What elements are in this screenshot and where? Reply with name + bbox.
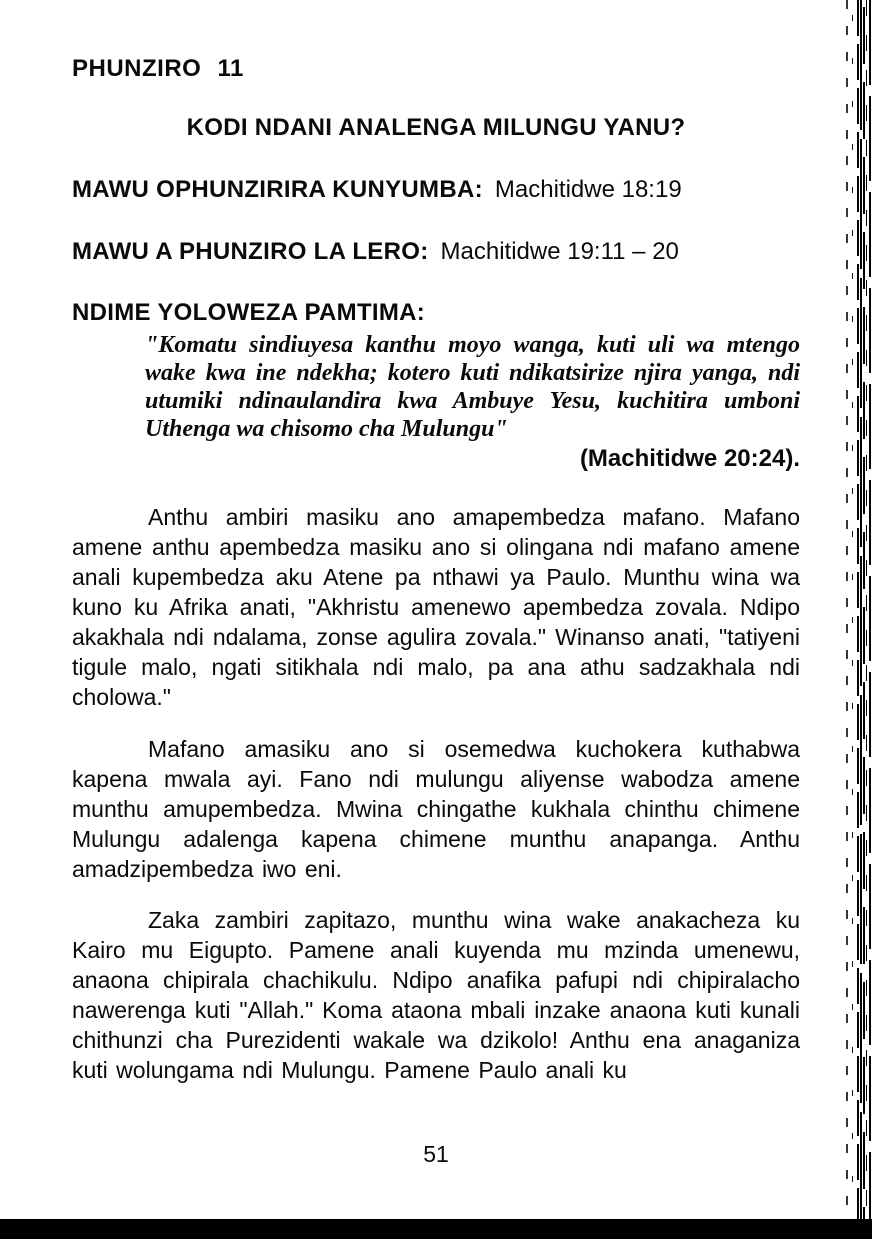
memory-verse-quote: "Komatu sindiuyesa kanthu moyo wanga, kuti uli wa mtengo wake kwa ine ndekha; kotero kuti ndikatsirize njira yanga, ndi utumiki ndinaulandira kwa Ambuye Yesu, kuchitira umboni Uthenga wa chisomo cha Mulungu" bbox=[145, 332, 800, 442]
lesson-number-heading: PHUNZIRO 11 bbox=[72, 55, 244, 82]
lesson-title: KODI NDANI ANALENGA MILUNGU YANU? bbox=[186, 114, 686, 141]
scan-streak bbox=[846, 0, 848, 1239]
todays-lesson-reference: Machitidwe 19:11 – 20 bbox=[440, 238, 679, 265]
scan-edge-bar bbox=[0, 1219, 872, 1239]
body-paragraph-2: Mafano amasiku ano si osemedwa kuchokera kuthabwa kapena mwala ayi. Fano ndi mulungu aliyense wabodza amene munthu amupembedza. Mwina chingathe kukhala chinthu chimene Mulungu adalenga kapena chimene munthu anapanga. Anthu amadzipembedza iwo eni. bbox=[72, 736, 800, 882]
todays-lesson-reference-line bbox=[72, 238, 800, 266]
body-paragraph-1: Anthu ambiri masiku ano amapembedza mafano. Mafano amene anthu apembedza masiku ano si olingana ndi mafano amene anali kupembedza aku Atene pa nthawi ya Paulo. Munthu wina wa kuno ku Afrika anati, "Akhristu amenewo apembedza zovala. Ndipo akakhala ndi ndalama, zonse agulira zovala." Winanso anati, "tatiyeni tigule malo, ngati sitikhala ndi malo, pa ana athu sadzakhala ndi cholowa." bbox=[72, 504, 800, 710]
scan-streak bbox=[869, 0, 871, 1239]
memory-verse-attribution: (Machitidwe 20:24). bbox=[579, 445, 800, 472]
page-number: 51 bbox=[423, 1141, 449, 1167]
memory-verse-label: NDIME YOLOWEZA PAMTIMA: bbox=[72, 299, 426, 326]
scan-streak bbox=[860, 0, 862, 1239]
scan-streak bbox=[866, 0, 867, 1239]
todays-lesson-label: MAWU A PHUNZIRO LA LERO: bbox=[72, 238, 429, 265]
scan-streak bbox=[852, 0, 853, 1239]
home-study-reference-line bbox=[72, 176, 800, 204]
home-study-label: MAWU OPHUNZIRIRA KUNYUMBA: bbox=[72, 176, 483, 203]
home-study-reference: Machitidwe 18:19 bbox=[494, 176, 682, 203]
body-paragraph-3: Zaka zambiri zapitazo, munthu wina wake anakacheza ku Kairo mu Eigupto. Pamene anali kuyenda mu mzinda umenewu, anaona chipirala chachikulu. Ndipo anafika pafupi ndi chipiralacho nawerenga kuti "Allah." Koma ataona mbali inzake anaona kuti kunali chithunzi cha Purezidenti wakale wa dzikolo! Anthu ena anaganiza kuti wolungama ndi Mulungu. Pamene Paulo anali ku bbox=[72, 907, 800, 1083]
scan-streak bbox=[863, 0, 865, 1239]
scan-streak bbox=[857, 0, 859, 1239]
page-content bbox=[72, 55, 800, 1191]
